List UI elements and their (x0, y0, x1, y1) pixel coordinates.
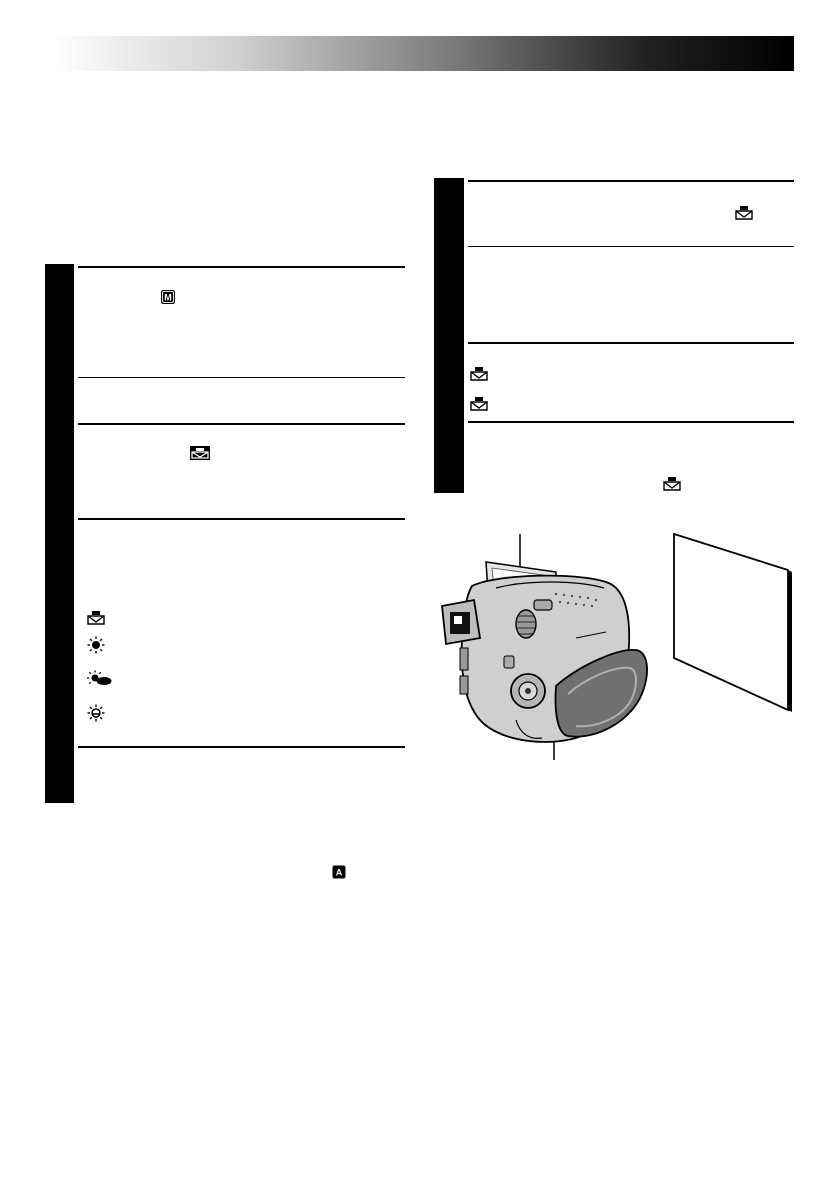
camcorder-illustration (436, 528, 658, 773)
white-balance-set-inverted-icon (190, 446, 210, 460)
auto-mode-icon (332, 865, 346, 879)
sun-cloud-icon (86, 670, 112, 688)
left-rule-2 (78, 377, 405, 378)
halogen-lamp-icon (87, 704, 105, 722)
right-rule-3 (468, 342, 794, 344)
svg-text:A: A (335, 867, 343, 878)
white-balance-set-icon (86, 610, 106, 626)
header-gradient-bar (52, 36, 794, 71)
white-balance-set-icon (469, 396, 489, 412)
left-rule-4 (78, 518, 405, 520)
white-balance-set-icon (734, 205, 754, 221)
right-rule-4 (468, 421, 794, 423)
right-rule-1 (468, 180, 794, 182)
left-step-bar (45, 264, 74, 803)
white-balance-set-icon (662, 476, 682, 492)
white-card-illustration (664, 528, 794, 719)
manual-mode-icon (161, 290, 175, 304)
svg-text:M: M (164, 292, 172, 303)
sun-icon (87, 636, 105, 654)
left-rule-5 (78, 746, 405, 748)
left-rule-1 (78, 266, 405, 268)
right-rule-2 (468, 246, 794, 247)
right-step-bar (434, 178, 464, 493)
white-balance-set-icon (469, 366, 489, 382)
left-rule-3 (78, 423, 405, 425)
